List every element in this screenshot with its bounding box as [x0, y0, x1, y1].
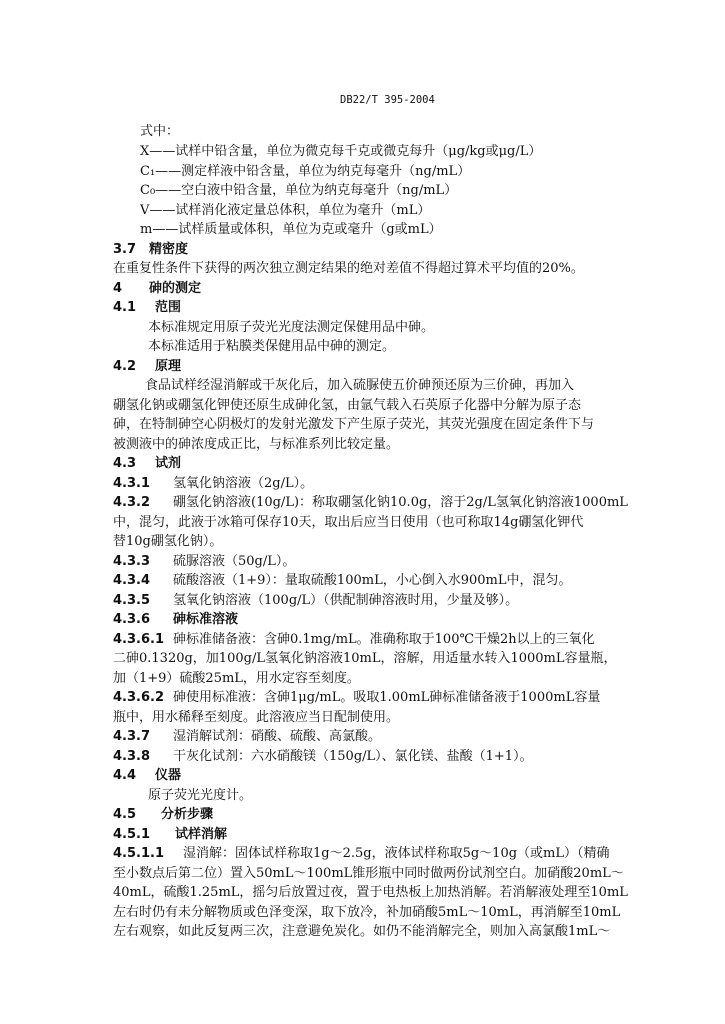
section-heading	[113, 454, 181, 474]
clause-number: 4.3.2	[113, 495, 151, 510]
text-line: 本标准规定用原子荧光光度法测定保健用品中砷。	[148, 320, 435, 335]
text-line: 砷，在特制砷空心阴极灯的发射光激发下产生原子荧光，其荧光强度在固定条件下与	[113, 417, 595, 432]
clause-number: 4.3.5	[113, 593, 151, 608]
clause-number: 4.3.4	[113, 573, 151, 588]
section-title: 砷标准溶液	[173, 612, 239, 627]
clause-line	[113, 571, 571, 591]
section-heading	[113, 279, 201, 299]
section-heading	[113, 610, 238, 630]
section-number: 4.4	[113, 768, 137, 783]
section-number: 4.5	[113, 807, 137, 822]
section-number: 4.1	[113, 300, 137, 315]
text-line: C₀——空白液中铅含量，单位为纳克每毫升（ng/mL）	[140, 183, 458, 198]
clause-text: 干灰化试剂：六水硝酸镁（150g/L）、氯化镁、盐酸（1+1）。	[173, 749, 533, 764]
text-line: 左右观察，如此反复两三次，注意避免炭化。如仍不能消解完全，则加入高氯酸1mL～	[113, 924, 611, 939]
section-heading	[113, 357, 181, 377]
text-line: V——试样消化液定量总体积，单位为毫升（mL）	[140, 203, 431, 218]
section-heading	[113, 766, 181, 786]
section-title: 分析步骤	[161, 807, 214, 822]
clause-number: 4.3.1	[113, 476, 151, 491]
section-number: 4.5.1	[113, 827, 151, 842]
text-line: 本标准适用于粘膜类保健用品中砷的测定。	[148, 339, 396, 354]
clause-text: 硫酸溶液（1+9）：量取硫酸100mL，小心倒入水900mL中，混匀。	[173, 573, 572, 588]
section-number: 4.3.6	[113, 612, 151, 627]
clause-line	[113, 630, 595, 650]
text-line: m——试样质量或体积，单位为克或毫升（g或mL）	[140, 222, 442, 237]
clause-line	[113, 727, 381, 747]
clause-number: 4.3.3	[113, 554, 151, 569]
section-title: 试样消解	[175, 827, 228, 842]
clause-text: 湿消解：固体试样称取1g～2.5g，液体试样称取5g～10g（或mL）（精确	[183, 846, 610, 861]
section-title: 精密度	[149, 242, 189, 257]
clause-line	[113, 591, 518, 611]
section-heading	[113, 298, 181, 318]
text-line: 加（1+9）硫酸25mL，用水定容至刻度。	[113, 671, 360, 686]
clause-line	[113, 844, 610, 864]
clause-line	[113, 474, 313, 494]
section-number: 3.7	[113, 242, 137, 257]
text-line: 至小数点后第二位）置入50mL～100mL锥形瓶中同时做两份试剂空白。加硝酸20mL～	[113, 866, 624, 881]
clause-text: 氢氧化钠溶液（2g/L）。	[173, 476, 314, 491]
text-line: 式中：	[140, 124, 180, 139]
clause-number: 4.3.6.2	[113, 690, 164, 705]
section-heading	[113, 825, 227, 845]
text-line: 中，混匀，此液于冰箱可保存10天，取出后应当日使用（也可称取14g硼氢化钾代	[113, 515, 584, 530]
section-title: 仪器	[155, 768, 182, 783]
section-title: 试剂	[155, 456, 182, 471]
clause-line	[113, 493, 628, 513]
section-number: 4.2	[113, 359, 137, 374]
text-line: 二砷0.1320g，加100g/L氢氧化钠溶液10mL，溶解，用适量水转入1000mL容量瓶，	[113, 651, 617, 666]
section-title: 原理	[155, 359, 182, 374]
text-line: C₁——测定样液中铅含量，单位为纳克每毫升（ng/mL）	[140, 164, 471, 179]
clause-text: 砷标准储备液：含砷0.1mg/mL。准确称取于100℃干燥2h以上的三氧化	[173, 632, 595, 647]
text-line: 被测液中的砷浓度成正比，与标准系列比较定量。	[113, 437, 400, 452]
text-line: 替10g硼氢化钠）。	[113, 534, 223, 549]
text-line: X——试样中铅含量，单位为微克每千克或微克每升（μg/kg或μg/L）	[140, 144, 542, 159]
text-line: 40mL，硫酸1.25mL，摇匀后放置过夜，置于电热板上加热消解。若消解液处理至10mL	[113, 885, 628, 900]
clause-text: 氢氧化钠溶液（100g/L）（供配制砷溶液时用，少量及够）。	[173, 593, 519, 608]
clause-line	[113, 552, 295, 572]
clause-text: 硼氢化钠溶液(10g/L)：称取硼氢化钠10.0g，溶于2g/L氢氧化钠溶液1000mL	[173, 495, 628, 510]
clause-text: 硫脲溶液（50g/L）。	[173, 554, 296, 569]
section-number: 4	[113, 281, 123, 296]
text-line: 硼氢化钠或硼氢化钾使还原生成砷化氢，由氩气载入石英原子化器中分解为原子态	[113, 398, 582, 413]
clause-number: 4.3.7	[113, 729, 151, 744]
clause-number: 4.3.8	[113, 749, 151, 764]
text-line: 瓶中，用水稀释至刻度。此溶液应当日配制使用。	[113, 710, 400, 725]
section-title: 范围	[155, 300, 182, 315]
clause-line	[113, 688, 600, 708]
clause-number: 4.5.1.1	[113, 846, 164, 861]
text-line: 在重复性条件下获得的两次独立测定结果的绝对差值不得超过算术平均值的20%。	[113, 261, 584, 276]
document-header: DB22/T 395-2004	[340, 94, 435, 106]
section-title: 砷的测定	[149, 281, 202, 296]
clause-line	[113, 747, 533, 767]
clause-text: 砷使用标准液：含砷1μg/mL。吸取1.00mL砷标准储备液于1000mL容量	[173, 690, 601, 705]
section-number: 4.3	[113, 456, 137, 471]
section-heading	[113, 805, 213, 825]
clause-number: 4.3.6.1	[113, 632, 164, 647]
text-line: 左右时仍有未分解物质或色泽变深，取下放冷，补加硝酸5mL～10mL，再消解至10mL	[113, 905, 621, 920]
text-line: 原子荧光光度计。	[148, 788, 253, 803]
section-heading	[113, 240, 188, 260]
clause-text: 湿消解试剂：硝酸、硫酸、高氯酸。	[173, 729, 382, 744]
text-line: 食品试样经湿消解或干灰化后，加入硫脲使五价砷预还原为三价砷，再加入	[145, 378, 575, 393]
